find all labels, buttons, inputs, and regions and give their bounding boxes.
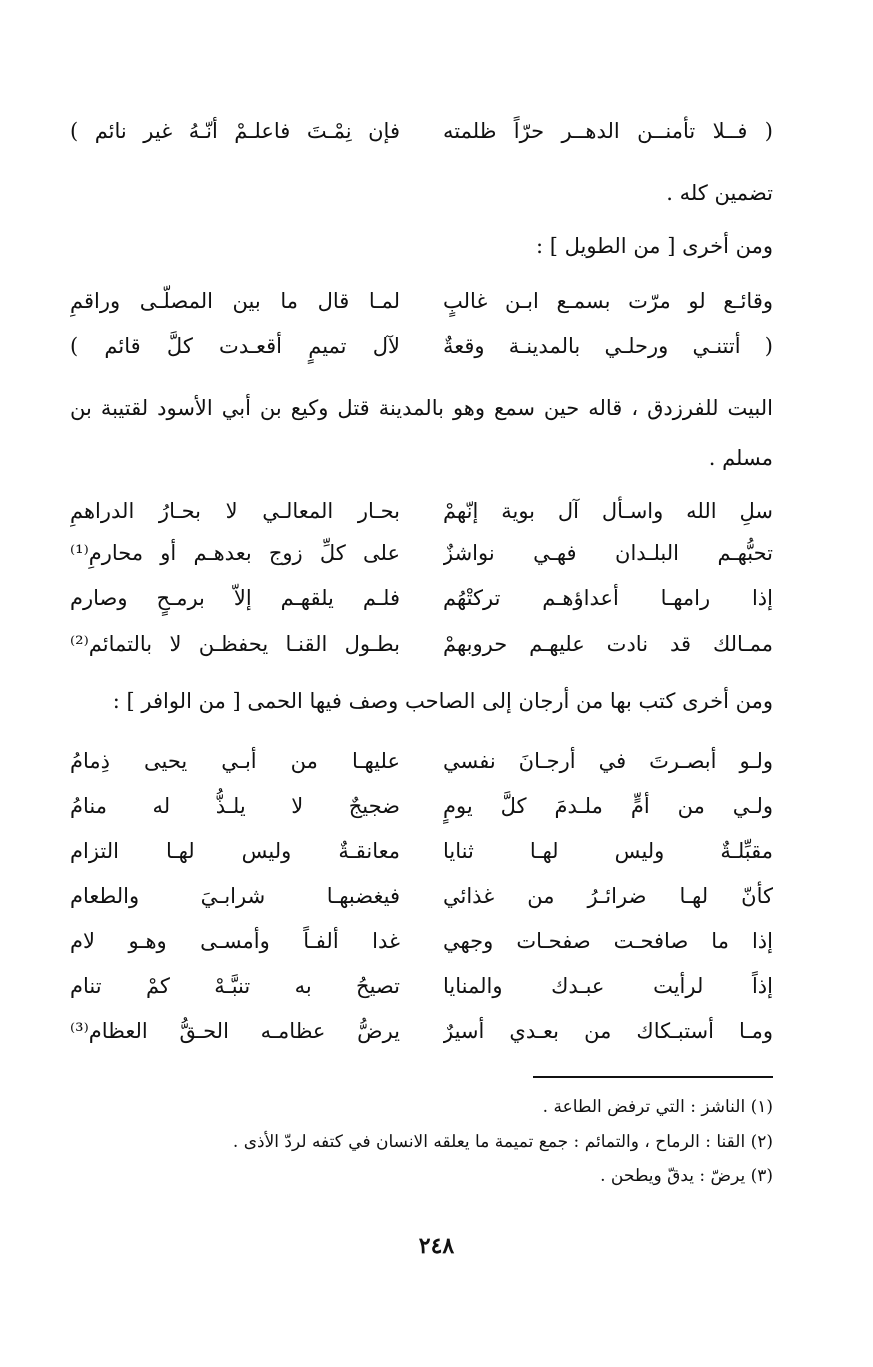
- verse-3-7: [70, 1013, 773, 1049]
- verse-hemistich-left: لمـا قال ما بين المصلّـى وراقمِ: [70, 289, 400, 313]
- verse-1-1: [70, 283, 773, 319]
- verse-hemistich-right: إذا ما صافحـت صفحـات وجهي: [443, 929, 773, 953]
- verse-3-3: [70, 833, 773, 869]
- verse-hemistich-right: ولـي من أمٍّ ملـدمَ كلَّ يومٍ: [443, 794, 773, 818]
- verse-hemistich-left: على كلِّ زوج بعدهـم أو محارمِ⁽¹⁾: [70, 541, 400, 565]
- verse-hemistich-right: مقبِّلـةٌ وليس لهـا ثنايا: [443, 839, 773, 863]
- opening-verse: [70, 113, 773, 149]
- verse-hemistich-left: ضجيجٌ لا يلـذُّ له منامُ: [70, 794, 400, 818]
- footnote-3: (٣) يرضّ : يدقّ ويطحن .: [600, 1166, 773, 1186]
- verse-1-2: [70, 328, 773, 364]
- verse-3-2: [70, 788, 773, 824]
- verse-hemistich-right: سلِ الله واسـأل آل بوية إنّهمْ: [443, 499, 773, 523]
- verse-3-6: [70, 968, 773, 1004]
- verse-hemistich-right: إذاً لرأيت عبـدك والمنايا: [443, 974, 773, 998]
- verse-hemistich-left: يرضُّ عظامـه الحـقُّ العظام⁽³⁾: [70, 1019, 400, 1043]
- tadmin-line: تضمين كله .: [666, 181, 773, 205]
- verse-hemistich-right: وقائـع لو مرّت بسمـع ابـن غالبٍ: [443, 289, 773, 313]
- verse-2-3: [70, 580, 773, 616]
- farazdaq-paragraph: البيت للفرزدق ، قاله حين سمع وهو بالمدينة قتل وكيع بن أبي الأسود لقتيبة بن مسلم .: [70, 396, 773, 470]
- verse-2-2: [70, 535, 773, 571]
- verse-hemistich-right: كأنّ لهـا ضرائـرُ من غذائي: [443, 884, 773, 908]
- verse-2-1: [70, 493, 773, 529]
- verse-hemistich-left: غدا ألفـاً وأمسـى وهـو لام: [70, 929, 400, 953]
- verse-hemistich-left: فيغضبهـا شرابـيَ والطعام: [70, 884, 400, 908]
- verse-hemistich-left: فإن نِمْـتَ فاعلـمْ أنّـهُ غير نائم ): [70, 119, 400, 143]
- verse-hemistich-right: ولـو أبصـرتَ في أرجـانَ نفسي: [443, 749, 773, 773]
- page-number: ٢٤٨: [418, 1233, 455, 1259]
- verse-3-5: [70, 923, 773, 959]
- verse-hemistich-left: عليهـا من أبـي يحيى ذِمامُ: [70, 749, 400, 773]
- verse-hemistich-right: ( فــلا تأمنــن الدهــر حرّاً ظلمته: [443, 119, 773, 143]
- verse-3-1: [70, 743, 773, 779]
- verse-hemistich-left: بطـول القنـا يحفظـن لا بالتمائم⁽²⁾: [70, 632, 400, 656]
- verse-hemistich-right: إذا رامهـا أعداؤهـم تركتْهُم: [443, 586, 773, 610]
- section-heading-2: ومن أخرى كتب بها من أرجان إلى الصاحب وصف فيها الحمى [ من الوافر ] :: [112, 689, 773, 713]
- verse-hemistich-right: تحبُّهـم البلـدان فهـي نواشزٌ: [443, 541, 773, 565]
- footnote-1: (١) الناشز : التي ترفض الطاعة .: [542, 1097, 773, 1117]
- footnote-divider: [533, 1076, 773, 1078]
- verse-2-4: [70, 626, 773, 662]
- verse-hemistich-left: معانقـةٌ وليس لهـا التزام: [70, 839, 400, 863]
- verse-hemistich-left: بحـار المعالـي لا بحـارُ الدراهمِ: [70, 499, 400, 523]
- verse-hemistich-right: ( أتتنـي ورحلـي بالمدينـة وقعةٌ: [443, 334, 773, 358]
- verse-hemistich-left: فلـم يلقهـم إلاّ برمـحٍ وصارم: [70, 586, 400, 610]
- verse-hemistich-left: تصيحُ به تنبَّـهْ كمْ تنام: [70, 974, 400, 998]
- section-heading-1: ومن أخرى [ من الطويل ] :: [535, 234, 773, 258]
- verse-hemistich-right: ومـا أستبـكاك من بعـدي أسيرٌ: [443, 1019, 773, 1043]
- verse-hemistich-left: لآل تميمٍ أقعـدت كلَّ قائم ): [70, 334, 400, 358]
- footnote-2: (٢) القنا : الرماح ، والتمائم : جمع تميمة ما يعلقه الانسان في كتفه لردّ الأذى .: [232, 1132, 773, 1152]
- verse-3-4: [70, 878, 773, 914]
- verse-hemistich-right: ممـالك قد نادت عليهـم حروبهمْ: [443, 632, 773, 656]
